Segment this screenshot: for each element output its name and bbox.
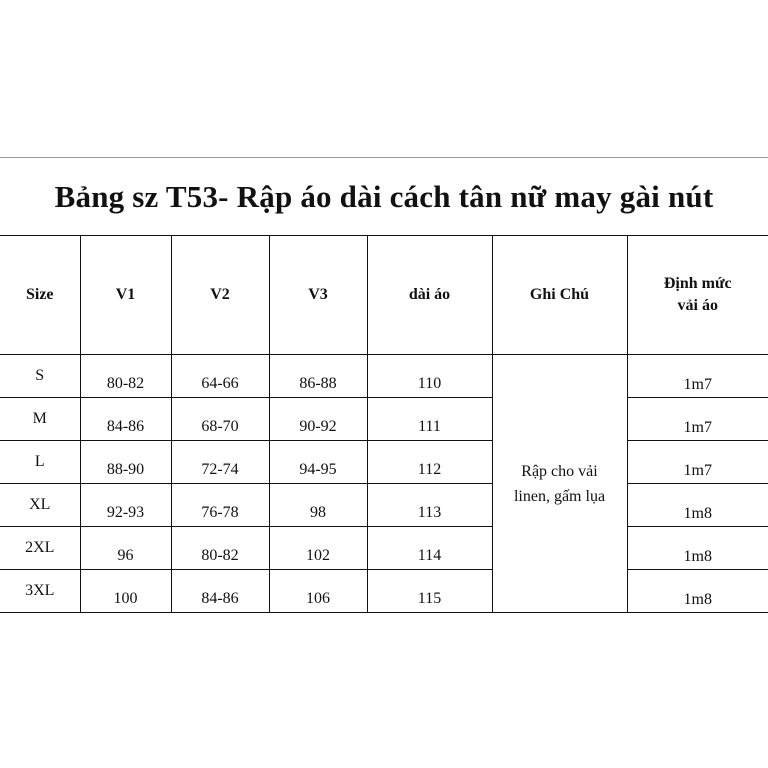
table-header-row bbox=[0, 236, 768, 355]
cell-size: L bbox=[0, 441, 80, 484]
header-fabric: Định mức vải áo bbox=[627, 236, 768, 355]
cell-length: 113 bbox=[367, 484, 492, 527]
table-row bbox=[0, 355, 768, 398]
cell-fabric: 1m8 bbox=[627, 484, 768, 527]
cell-size: 2XL bbox=[0, 527, 80, 570]
cell-v3: 98 bbox=[269, 484, 367, 527]
cell-fabric: 1m7 bbox=[627, 355, 768, 398]
table-row bbox=[0, 484, 768, 527]
cell-v1: 100 bbox=[80, 570, 171, 613]
cell-v2: 68-70 bbox=[171, 398, 269, 441]
cell-v3: 90-92 bbox=[269, 398, 367, 441]
page-title: Bảng sz T53- Rập áo dài cách tân nữ may gài nút bbox=[54, 179, 714, 214]
cell-v1: 80-82 bbox=[80, 355, 171, 398]
header-v3: V3 bbox=[269, 236, 367, 355]
cell-v1: 92-93 bbox=[80, 484, 171, 527]
header-note: Ghi Chú bbox=[492, 236, 627, 355]
table-row bbox=[0, 570, 768, 613]
header-v1: V1 bbox=[80, 236, 171, 355]
cell-note bbox=[492, 355, 627, 613]
cell-length: 110 bbox=[367, 355, 492, 398]
size-table bbox=[0, 235, 768, 613]
cell-v1: 96 bbox=[80, 527, 171, 570]
cell-v2: 76-78 bbox=[171, 484, 269, 527]
table-row bbox=[0, 441, 768, 484]
cell-v3: 102 bbox=[269, 527, 367, 570]
cell-size: M bbox=[0, 398, 80, 441]
cell-v2: 72-74 bbox=[171, 441, 269, 484]
table-row bbox=[0, 398, 768, 441]
cell-v3: 106 bbox=[269, 570, 367, 613]
cell-v3: 86-88 bbox=[269, 355, 367, 398]
cell-fabric: 1m8 bbox=[627, 570, 768, 613]
cell-v1: 88-90 bbox=[80, 441, 171, 484]
cell-size: 3XL bbox=[0, 570, 80, 613]
note-text: Rập cho vải linen, gấm lụa bbox=[513, 462, 606, 505]
cell-length: 114 bbox=[367, 527, 492, 570]
cell-v2: 80-82 bbox=[171, 527, 269, 570]
cell-size: XL bbox=[0, 484, 80, 527]
cell-v2: 84-86 bbox=[171, 570, 269, 613]
header-size: Size bbox=[0, 236, 80, 355]
cell-fabric: 1m8 bbox=[627, 527, 768, 570]
cell-length: 112 bbox=[367, 441, 492, 484]
cell-v1: 84-86 bbox=[80, 398, 171, 441]
cell-length: 111 bbox=[367, 398, 492, 441]
cell-fabric: 1m7 bbox=[627, 398, 768, 441]
header-length: dài áo bbox=[367, 236, 492, 355]
cell-fabric: 1m7 bbox=[627, 441, 768, 484]
cell-v3: 94-95 bbox=[269, 441, 367, 484]
cell-v2: 64-66 bbox=[171, 355, 269, 398]
cell-length: 115 bbox=[367, 570, 492, 613]
table-row bbox=[0, 527, 768, 570]
header-v2: V2 bbox=[171, 236, 269, 355]
cell-size: S bbox=[0, 355, 80, 398]
